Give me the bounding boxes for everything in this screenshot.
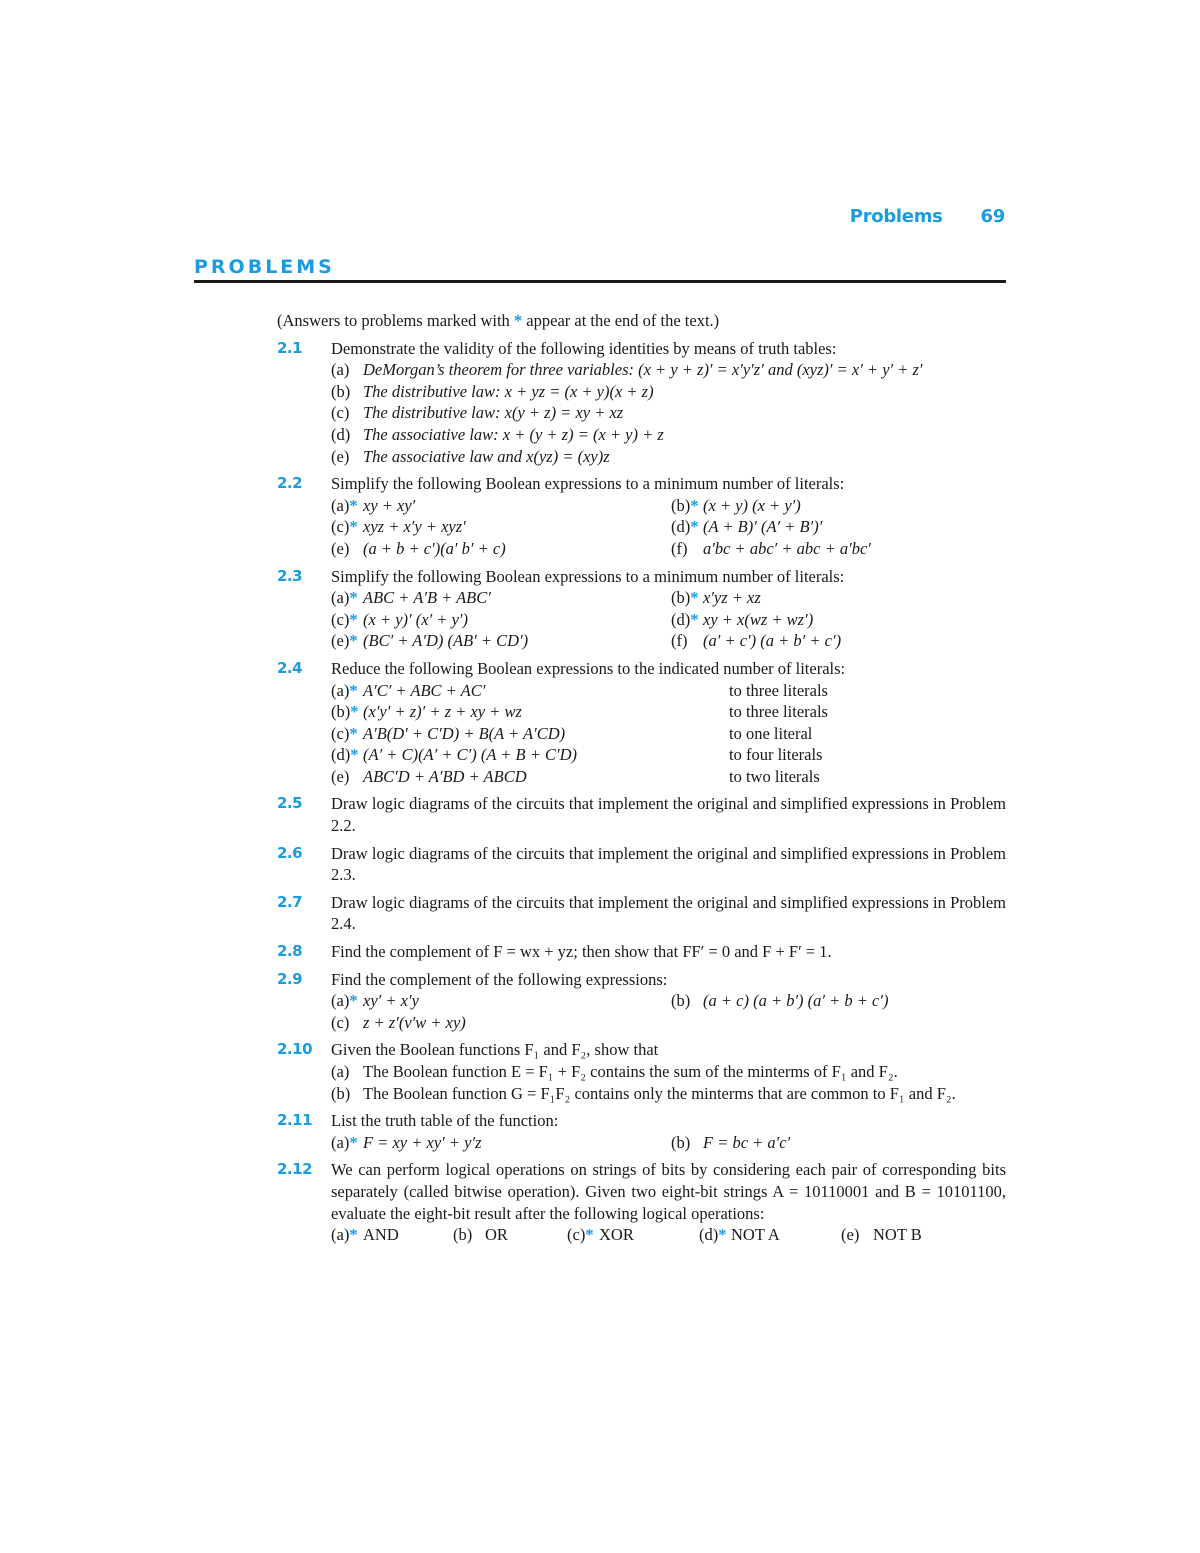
problem-number: 2.5 [277,794,303,813]
list-item: (e) The associative law and x(yz) = (xy)z [331,446,610,466]
running-head [0,206,1005,227]
list-item: (b) The distributive law: x + yz = (x + y)(x + z) [331,381,654,401]
list-item: (a)* F = xy + xy′ + y′z [331,1132,482,1152]
list-item: (c)* (x + y)′ (x′ + y′) [331,609,468,629]
problem-number: 2.6 [277,843,303,862]
problem-2-12 [277,1159,1006,1245]
list-item: (b)* x′yz + xz [671,588,761,608]
list-item: (a) The Boolean function E = F₁ + F₂ contains the sum of the minterms of F₁ and F₂. [331,1062,898,1081]
problem-2-10 [277,1039,1006,1104]
problem-number: 2.2 [277,474,303,493]
problem-text: Find the complement of F = wx + yz; then show that FF′ = 0 and F + F′ = 1. [331,942,832,962]
list-item: (e)* (BC′ + A′D) (AB′ + CD′) [331,631,529,651]
problem-2-8 [277,941,1006,963]
literal-target: to three literals [729,680,828,700]
list-item: (b) F = bc + a′c′ [671,1132,791,1152]
problem-number: 2.7 [277,892,303,911]
problem-text: Reduce the following Boolean expressions to the indicated number of literals: [331,658,846,678]
problem-2-1 [277,338,1006,468]
problem-number: 2.9 [277,969,303,988]
list-item: (d)* NOT A [699,1225,780,1245]
list-item: (b)* (x′y′ + z)′ + z + xy + wz [331,702,522,722]
problem-number: 2.3 [277,566,303,585]
problem-text: We can perform logical operations on strings of bits by considering each pair of corresponding bits separately (called bitwise operation). Given two eight-bit strings A = 10110001 and B = 10101100, evaluate the eight-bit result after the following logical operations: [331,1160,1006,1223]
problem-2-2 [277,473,1006,559]
list-item: (d)* xy + x(wz + wz′) [671,609,814,629]
problem-2-9 [277,969,1006,1034]
list-item: (d) The associative law: x + (y + z) = (x + y) + z [331,424,664,444]
problem-text: Draw logic diagrams of the circuits that implement the original and simplified expressions in Problem 2.4. [331,892,1006,934]
literal-target: to one literal [729,723,813,743]
section-rule [194,280,1006,283]
list-item: (a)* xy′ + x′y [331,991,419,1011]
problem-text: Draw logic diagrams of the circuits that implement the original and simplified expressions in Problem 2.3. [331,843,1006,885]
page-number: 69 [980,206,1005,227]
problem-text: Find the complement of the following expressions: [331,969,668,989]
list-item: (d)* (A′ + C)(A′ + C′) (A + B + C′D) [331,745,578,765]
list-item: (e) ABC′D + A′BD + ABCD [331,766,527,786]
list-item: (e) (a + b + c′)(a′ b′ + c) [331,538,506,558]
literal-target: to four literals [729,745,823,765]
problem-2-11 [277,1110,1006,1153]
list-item: (a)* A′C′ + ABC + AC′ [331,680,486,700]
list-item: (e) NOT B [841,1225,922,1245]
list-item: (b) OR [453,1225,508,1245]
problem-text: Given the Boolean functions F₁ and F₂, show that [331,1040,659,1060]
list-item: (b) The Boolean function G = F₁F₂ contains only the minterms that are common to F₁ and F₂. [331,1083,956,1103]
literal-target: to three literals [729,702,828,722]
problem-number: 2.8 [277,942,303,961]
problem-2-3 [277,566,1006,652]
answer-marker-icon: * [513,311,523,330]
list-item: (a) DeMorgan’s theorem for three variables: (x + y + z)′ = x′y′z′ and (xyz)′ = x′ + y′ + z′ [331,360,923,380]
list-item: (a)* xy + xy′ [331,495,416,515]
problem-number: 2.12 [277,1160,313,1179]
list-item: (c)* A′B(D′ + C′D) + B(A + A′CD) [331,723,566,743]
problem-number: 2.10 [277,1040,313,1059]
section-title: PROBLEMS [194,256,335,278]
literal-target: to two literals [729,766,820,786]
list-item: (d)* (A + B)′ (A′ + B′)′ [671,517,823,537]
problem-number: 2.11 [277,1111,313,1130]
list-item: (b) (a + c) (a + b′) (a′ + b + c′) [671,991,889,1011]
problem-text: Draw logic diagrams of the circuits that implement the original and simplified expressions in Problem 2.2. [331,794,1006,836]
problem-text: Demonstrate the validity of the following identities by means of truth tables: [331,338,837,358]
list-item: (c) z + z′(v′w + xy) [331,1012,466,1032]
problem-2-7 [277,892,1006,935]
list-item: (c)* XOR [567,1225,634,1245]
problem-2-4 [277,658,1006,788]
problem-number: 2.1 [277,338,303,357]
problem-number: 2.4 [277,658,303,677]
list-item: (a)* ABC + A′B + ABC′ [331,588,491,608]
problem-2-6 [277,843,1006,886]
list-item: (f) a′bc + abc′ + abc + a′bc′ [671,538,871,558]
list-item: (c) The distributive law: x(y + z) = xy + xz [331,403,624,423]
problem-2-5 [277,793,1006,836]
list-item: (f) (a′ + c′) (a + b′ + c′) [671,631,842,651]
list-item: (c)* xyz + x′y + xyz′ [331,517,466,537]
problem-text: Simplify the following Boolean expressions to a minimum number of literals: [331,566,845,586]
list-item: (a)* AND [331,1225,399,1245]
problems-body [277,310,1006,1252]
problem-text: Simplify the following Boolean expressions to a minimum number of literals: [331,474,845,494]
intro-note: (Answers to problems marked with * appear at the end of the text.) [277,311,720,330]
problem-text: List the truth table of the function: [331,1111,559,1131]
list-item: (b)* (x + y) (x + y′) [671,495,801,515]
running-title: Problems [849,206,943,227]
